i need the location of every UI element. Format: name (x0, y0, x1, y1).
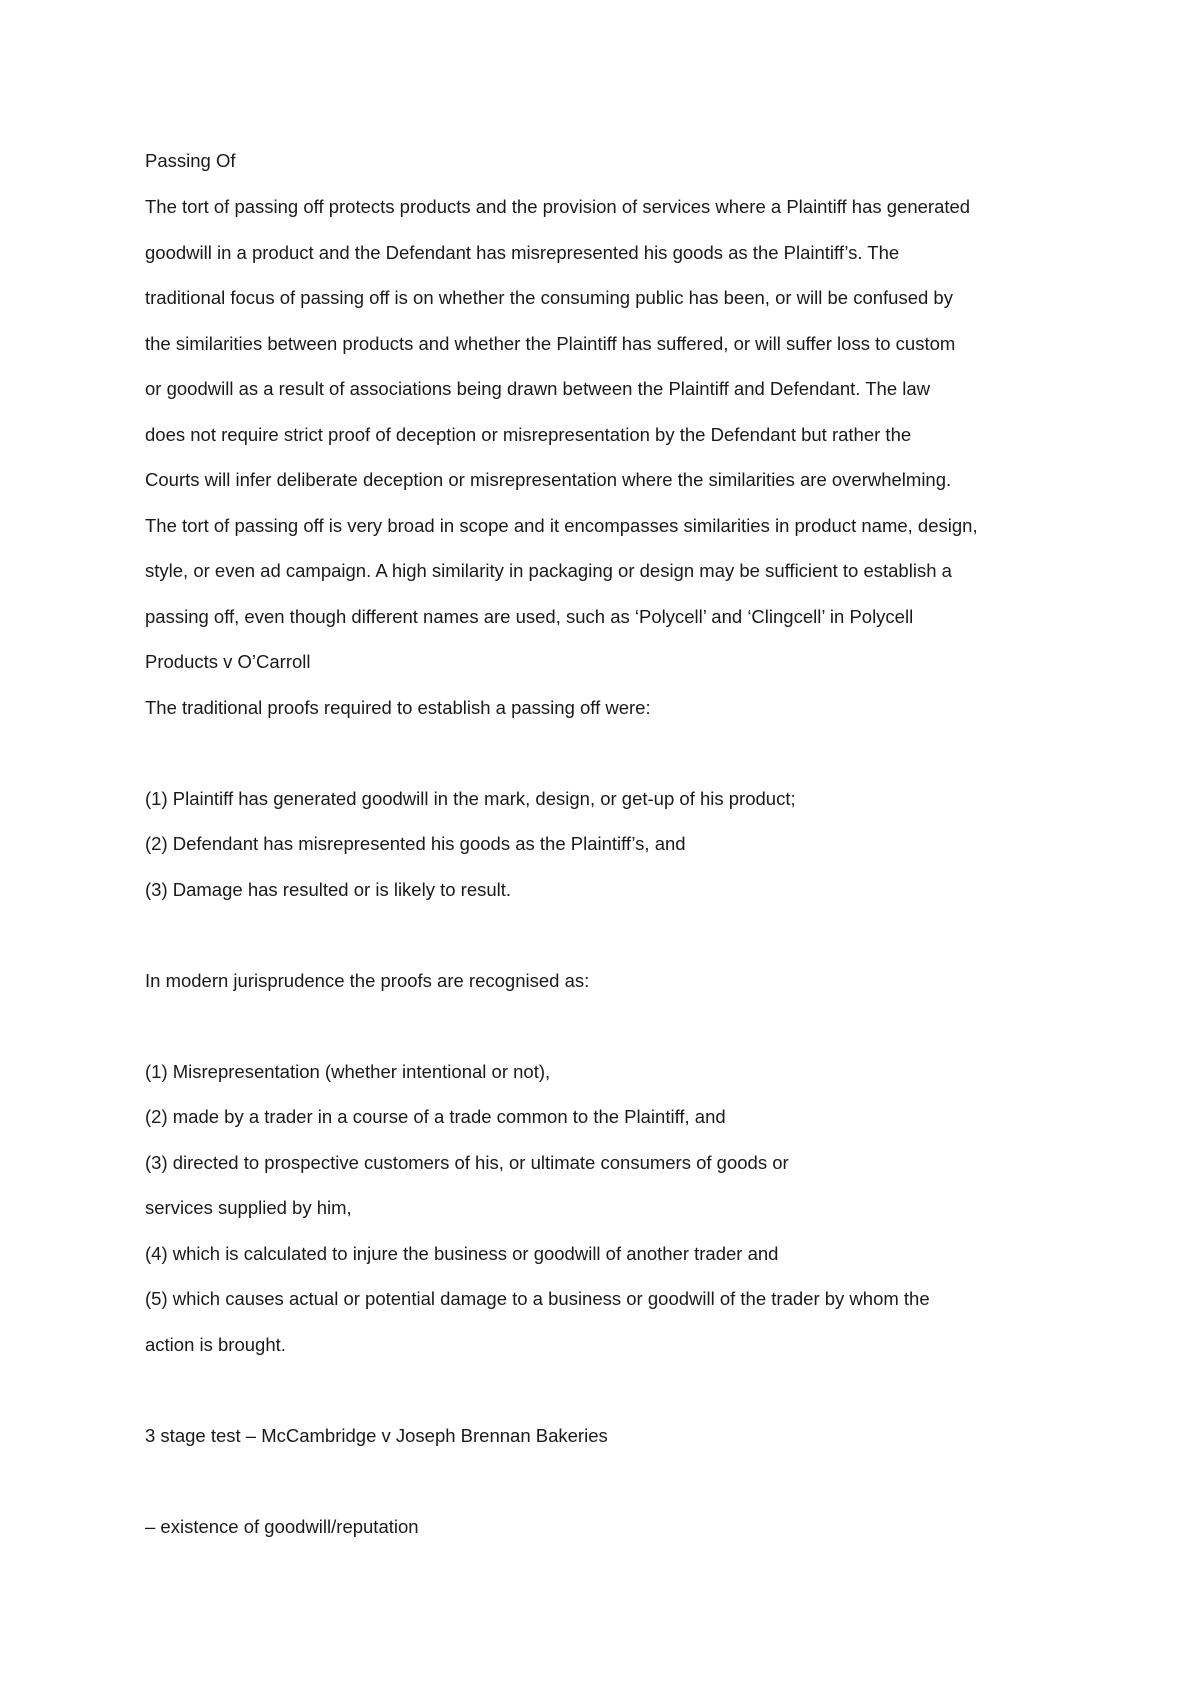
modern-proof-item: (2) made by a trader in a course of a trade common to the Plaintiff, and (145, 1106, 726, 1127)
traditional-proof-item: (3) Damage has resulted or is likely to result. (145, 879, 512, 900)
paragraph-line: The tort of passing off protects products and the provision of services where a Plaintiff has generated (145, 196, 971, 217)
paragraph-line: passing off, even though different names are used, such as ‘Polycell’ and ‘Clingcell’ in Polycell (145, 606, 914, 627)
modern-proof-item: action is brought. (145, 1334, 286, 1355)
paragraph-line: goodwill in a product and the Defendant has misrepresented his goods as the Plaintiff’s. The (145, 242, 900, 263)
paragraph-line: Courts will infer deliberate deception or misrepresentation where the similarities are overwhelming. (145, 469, 952, 490)
paragraph-line: the similarities between products and whether the Plaintiff has suffered, or will suffer loss to custom (145, 333, 956, 354)
paragraph-line: Products v O’Carroll (145, 651, 311, 672)
modern-proof-item: services supplied by him, (145, 1197, 352, 1218)
modern-proofs-intro: In modern jurisprudence the proofs are recognised as: (145, 970, 590, 991)
paragraph-line: traditional focus of passing off is on whether the consuming public has been, or will be confused by (145, 287, 953, 308)
traditional-proofs-intro: The traditional proofs required to establish a passing off were: (145, 697, 651, 718)
paragraph-line: style, or even ad campaign. A high similarity in packaging or design may be sufficient to establish a (145, 560, 952, 581)
paragraph-line: does not require strict proof of deception or misrepresentation by the Defendant but rather the (145, 424, 912, 445)
paragraph-line: The tort of passing off is very broad in scope and it encompasses similarities in product name, design, (145, 515, 978, 536)
paragraph-line: or goodwill as a result of associations being drawn between the Plaintiff and Defendant. The law (145, 378, 931, 399)
modern-proof-item: (1) Misrepresentation (whether intentional or not), (145, 1061, 551, 1082)
modern-proof-item: (5) which causes actual or potential damage to a business or goodwill of the trader by whom the (145, 1288, 930, 1309)
traditional-proof-item: (2) Defendant has misrepresented his goods as the Plaintiff’s, and (145, 833, 686, 854)
document-title: Passing Of (145, 150, 236, 171)
test-item: – existence of goodwill/reputation (145, 1516, 419, 1537)
traditional-proof-item: (1) Plaintiff has generated goodwill in the mark, design, or get-up of his product; (145, 788, 796, 809)
test-heading: 3 stage test – McCambridge v Joseph Brennan Bakeries (145, 1425, 608, 1446)
modern-proof-item: (3) directed to prospective customers of his, or ultimate consumers of goods or (145, 1152, 789, 1173)
modern-proof-item: (4) which is calculated to injure the business or goodwill of another trader and (145, 1243, 779, 1264)
